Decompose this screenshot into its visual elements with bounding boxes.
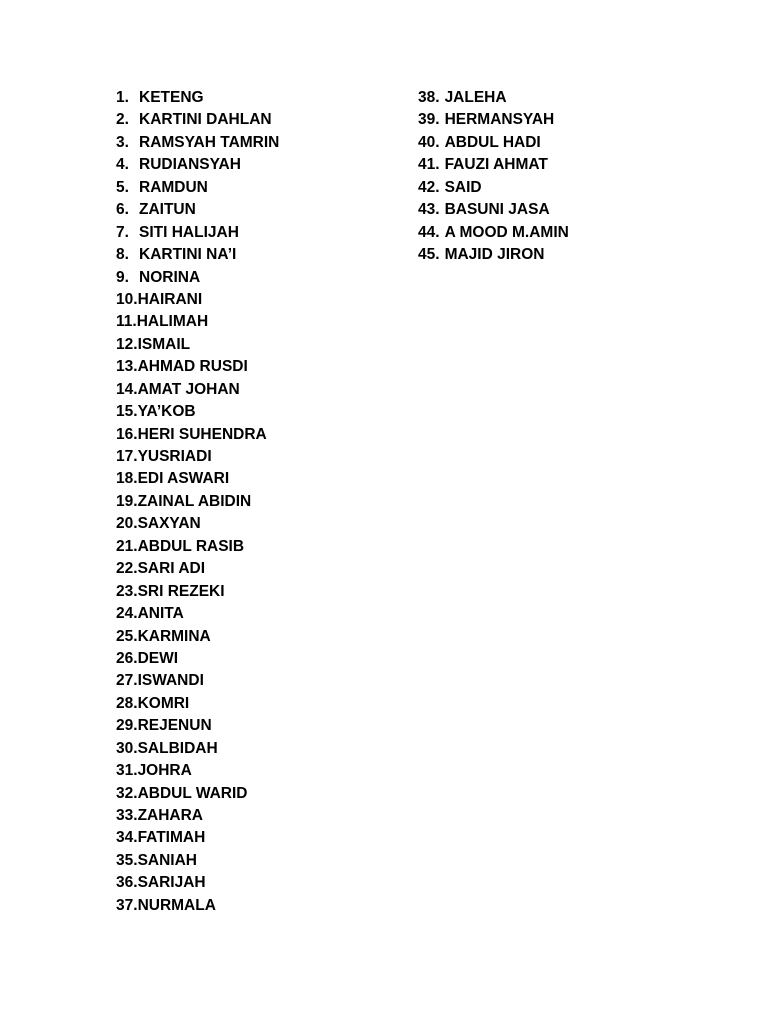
list-item-name: KARMINA — [137, 627, 211, 645]
list-item-number: 7. — [116, 223, 129, 241]
list-item-name: KARTINI NA’I — [139, 246, 237, 264]
list-item-name: AHMAD RUSDI — [137, 358, 248, 376]
list-item-name: ANITA — [137, 605, 184, 623]
list-item-number: 2. — [116, 111, 129, 129]
list-item — [418, 132, 569, 154]
list-item-number: 12. — [116, 335, 138, 353]
list-item-number: 30. — [116, 739, 138, 757]
list-item — [116, 311, 279, 333]
list-item-name: A MOOD M.AMIN — [444, 223, 569, 241]
list-item-number: 32. — [116, 784, 138, 802]
list-item — [418, 177, 569, 199]
list-item — [116, 491, 279, 513]
list-item-number: 34. — [116, 829, 138, 847]
list-item-number: 44. — [418, 223, 440, 241]
list-item — [116, 693, 279, 715]
list-item-number: 21. — [116, 537, 138, 555]
list-item — [116, 267, 279, 289]
list-item — [116, 558, 279, 580]
list-item-name: ABDUL RASIB — [137, 537, 245, 555]
list-item — [116, 760, 279, 782]
list-item-name: KARTINI DAHLAN — [139, 111, 272, 129]
list-item — [116, 895, 279, 917]
list-item-number: 40. — [418, 133, 440, 151]
list-item-number: 9. — [116, 268, 129, 286]
name-list-right-column — [418, 87, 569, 267]
list-item — [116, 783, 279, 805]
list-item — [116, 334, 279, 356]
list-item — [116, 513, 279, 535]
list-item-name: KETENG — [139, 89, 204, 106]
list-item-number: 33. — [116, 807, 138, 824]
list-item — [116, 468, 279, 490]
list-item-name: ABDUL HADI — [444, 133, 541, 151]
list-item — [116, 401, 279, 423]
list-item-name: SRI REZEKI — [137, 582, 225, 600]
list-item-number: 36. — [116, 874, 138, 892]
list-item-name: SANIAH — [137, 851, 197, 869]
list-item-name: KOMRI — [137, 694, 190, 712]
list-item-number: 17. — [116, 448, 138, 465]
list-item — [116, 132, 279, 154]
list-item — [116, 424, 279, 446]
list-item-name: YA’KOB — [137, 403, 196, 421]
list-item — [116, 648, 279, 670]
list-item-name: JALEHA — [444, 89, 507, 106]
list-item-name: SAXYAN — [137, 515, 201, 533]
list-item — [116, 356, 279, 378]
list-item — [116, 177, 279, 199]
list-item — [116, 872, 279, 894]
list-item — [116, 715, 279, 737]
list-item-number: 3. — [116, 133, 129, 151]
list-item-number: 10. — [116, 290, 138, 308]
list-item-number: 39. — [418, 111, 440, 129]
list-item-name: BASUNI JASA — [444, 201, 550, 219]
list-item — [116, 199, 279, 221]
list-item-name: SARI ADI — [137, 560, 206, 578]
list-item-number: 1. — [116, 89, 129, 106]
list-item — [418, 222, 569, 244]
list-item-name: ISWANDI — [137, 672, 204, 690]
list-item — [116, 738, 279, 760]
list-item-name: FATIMAH — [137, 829, 206, 847]
list-item-number: 26. — [116, 649, 138, 667]
list-item-number: 22. — [116, 560, 138, 578]
list-item — [116, 827, 279, 849]
list-item-name: ZAINAL ABIDIN — [137, 492, 252, 510]
list-item-number: 13. — [116, 358, 138, 376]
list-item — [116, 626, 279, 648]
list-item-number: 24. — [116, 605, 138, 623]
list-item-number: 45. — [418, 246, 440, 264]
list-item — [116, 670, 279, 692]
list-item-name: RUDIANSYAH — [139, 156, 241, 174]
list-item-number: 41. — [418, 156, 440, 174]
list-item-number: 11. — [116, 313, 137, 331]
list-item-number: 37. — [116, 896, 138, 914]
list-item-name: NURMALA — [137, 896, 216, 914]
list-item-number: 19. — [116, 492, 138, 510]
list-item — [116, 446, 279, 468]
list-item-number: 8. — [116, 246, 129, 264]
list-item-number: 43. — [418, 201, 440, 219]
list-item-name: SAID — [444, 178, 482, 196]
list-item-number: 18. — [116, 470, 138, 488]
list-item-number: 28. — [116, 694, 138, 712]
list-item-name: FAUZI AHMAT — [444, 156, 548, 174]
list-item-name: YUSRIADI — [137, 448, 212, 465]
list-item — [116, 109, 279, 131]
list-item-name: RAMSYAH TAMRIN — [139, 133, 280, 151]
list-item — [116, 603, 279, 625]
list-item — [116, 87, 279, 109]
list-item-name: ABDUL WARID — [137, 784, 248, 802]
list-item — [116, 850, 279, 872]
list-item-number: 29. — [116, 717, 138, 735]
list-item-name: ISMAIL — [137, 335, 191, 353]
list-item-name: MAJID JIRON — [444, 246, 545, 264]
list-item-name: SARIJAH — [137, 874, 206, 892]
list-item-name: HALIMAH — [136, 313, 209, 331]
list-item-number: 25. — [116, 627, 138, 645]
list-item — [116, 536, 279, 558]
list-item-name: AMAT JOHAN — [137, 380, 240, 398]
list-item-number: 6. — [116, 201, 129, 219]
name-list-left-column — [116, 87, 279, 917]
list-item-number: 4. — [116, 156, 129, 174]
list-item-name: RAMDUN — [139, 178, 208, 196]
list-item-number: 23. — [116, 582, 138, 600]
list-item-name: HERI SUHENDRA — [137, 425, 267, 443]
list-item-name: DEWI — [137, 649, 179, 667]
list-item-name: JOHRA — [137, 762, 192, 780]
list-item-number: 20. — [116, 515, 138, 533]
list-item — [418, 244, 569, 266]
list-item-number: 16. — [116, 425, 138, 443]
list-item — [116, 244, 279, 266]
list-item-name: NORINA — [139, 268, 201, 286]
list-item-number: 35. — [116, 851, 138, 869]
list-item-name: ZAHARA — [137, 807, 203, 824]
list-item — [116, 581, 279, 603]
list-item — [116, 289, 279, 311]
list-item-number: 15. — [116, 403, 138, 421]
list-item-number: 42. — [418, 178, 440, 196]
list-item-number: 5. — [116, 178, 129, 196]
list-item — [418, 199, 569, 221]
list-item-name: HERMANSYAH — [444, 111, 555, 129]
list-item — [116, 805, 279, 827]
list-item-number: 31. — [116, 762, 138, 780]
list-item-name: ZAITUN — [139, 201, 196, 219]
list-item — [116, 154, 279, 176]
list-item — [418, 154, 569, 176]
list-item-name: HAIRANI — [137, 290, 203, 308]
list-item-number: 14. — [116, 380, 138, 398]
list-item-name: SITI HALIJAH — [139, 223, 239, 241]
list-item-name: REJENUN — [137, 717, 212, 735]
list-item — [418, 109, 569, 131]
list-item-name: EDI ASWARI — [137, 470, 230, 488]
list-item — [116, 222, 279, 244]
list-item — [116, 379, 279, 401]
list-item-number: 27. — [116, 672, 138, 690]
list-item-number: 38. — [418, 89, 440, 106]
list-item — [418, 87, 569, 109]
list-item-name: SALBIDAH — [137, 739, 218, 757]
